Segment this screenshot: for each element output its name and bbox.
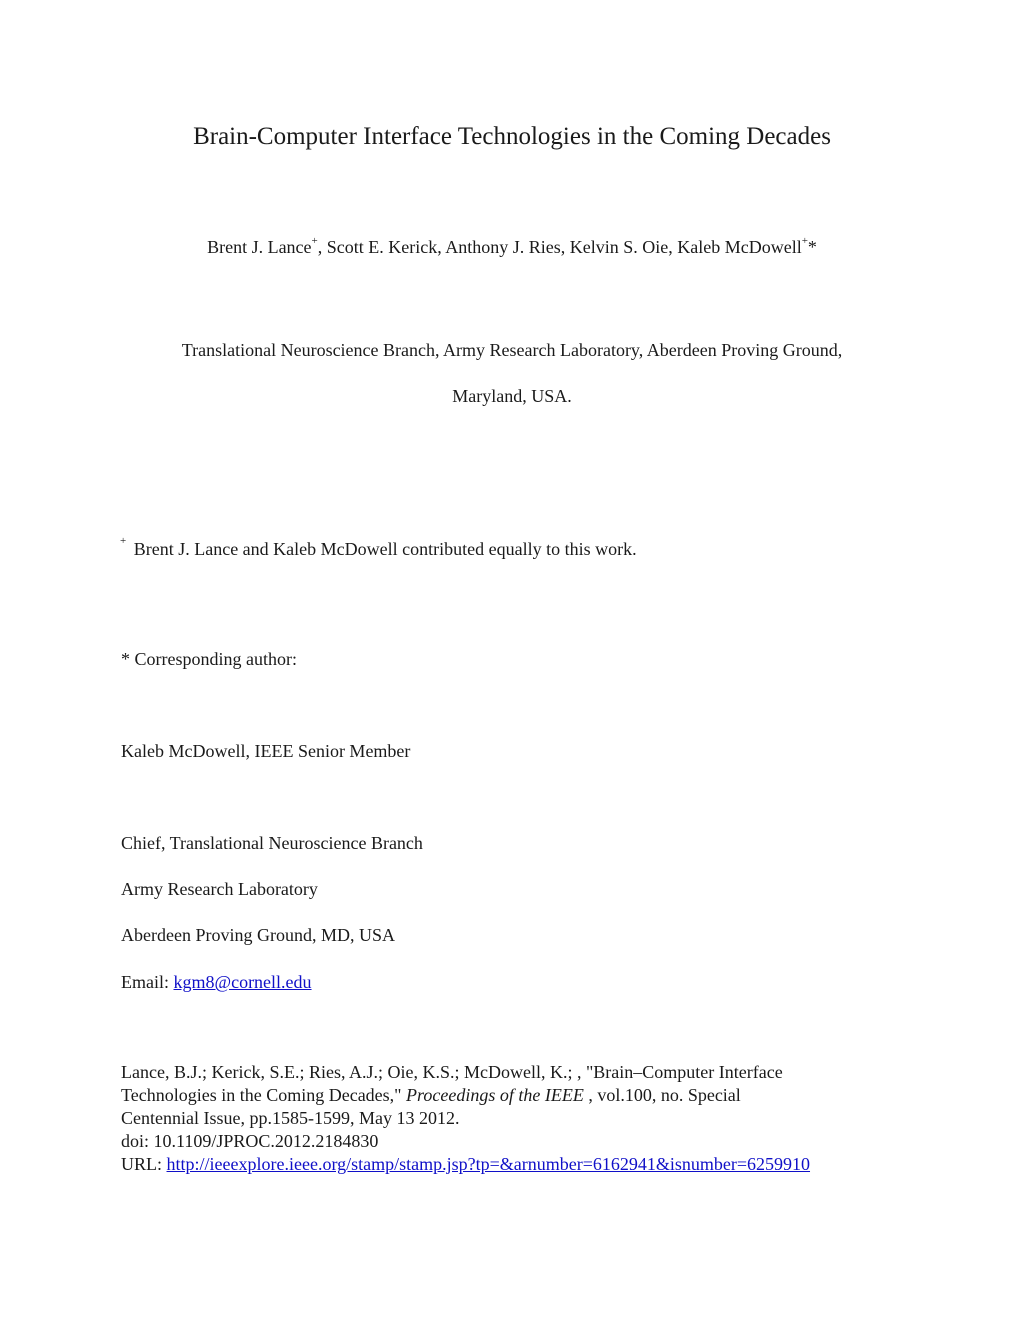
contact-organization: Army Research Laboratory bbox=[121, 879, 318, 899]
equal-contribution-mark: + bbox=[311, 235, 318, 247]
equal-contribution-text: Brent J. Lance and Kaleb McDowell contributed equally to this work. bbox=[129, 539, 637, 559]
url-link[interactable]: http://ieeexplore.ieee.org/stamp/stamp.jsp?tp=&arnumber=6162941&isnumber=6259910 bbox=[166, 1154, 811, 1174]
email-label: Email: bbox=[121, 972, 174, 992]
corresponding-name: Kaleb McDowell, IEEE Senior Member bbox=[121, 741, 411, 761]
citation-text: , vol.100, no. Special bbox=[583, 1085, 741, 1105]
affiliation bbox=[0, 327, 1024, 419]
equal-contribution-note bbox=[120, 532, 637, 562]
affiliation-line: Translational Neuroscience Branch, Army Research Laboratory, Aberdeen Proving Ground, bbox=[181, 340, 843, 360]
doi-line: doi: 10.1109/JPROC.2012.2184830 bbox=[121, 1131, 379, 1151]
corresponding-mark: * bbox=[807, 237, 817, 257]
citation-block bbox=[121, 1061, 901, 1176]
equal-contribution-mark: + bbox=[801, 235, 808, 247]
citation-text: Technologies in the Coming Decades," bbox=[121, 1085, 407, 1105]
equal-contribution-mark: + bbox=[120, 535, 127, 547]
url-line bbox=[121, 1153, 901, 1176]
email-link[interactable]: kgm8@cornell.edu bbox=[173, 972, 312, 992]
author-name: , Scott E. Kerick, Anthony J. Ries, Kelvin S. Oie, Kaleb McDowell bbox=[317, 237, 802, 257]
corresponding-label: * Corresponding author: bbox=[121, 649, 297, 669]
contact-title: Chief, Translational Neuroscience Branch bbox=[121, 833, 423, 853]
citation-line bbox=[121, 1084, 901, 1107]
paper-title: Brain-Computer Interface Technologies in the Coming Decades bbox=[193, 123, 831, 150]
email-line bbox=[121, 969, 312, 995]
journal-name: Proceedings of the IEEE bbox=[406, 1085, 584, 1105]
citation-line: Centennial Issue, pp.1585-1599, May 13 2012. bbox=[121, 1108, 460, 1128]
author-name: Brent J. Lance bbox=[207, 237, 312, 257]
contact-location: Aberdeen Proving Ground, MD, USA bbox=[121, 925, 395, 945]
author-list bbox=[0, 230, 1024, 260]
url-label: URL: bbox=[121, 1154, 167, 1174]
affiliation-line: Maryland, USA. bbox=[452, 386, 572, 406]
citation-line: Lance, B.J.; Kerick, S.E.; Ries, A.J.; Oie, K.S.; McDowell, K.; , "Brain–Computer Interface bbox=[121, 1062, 783, 1082]
